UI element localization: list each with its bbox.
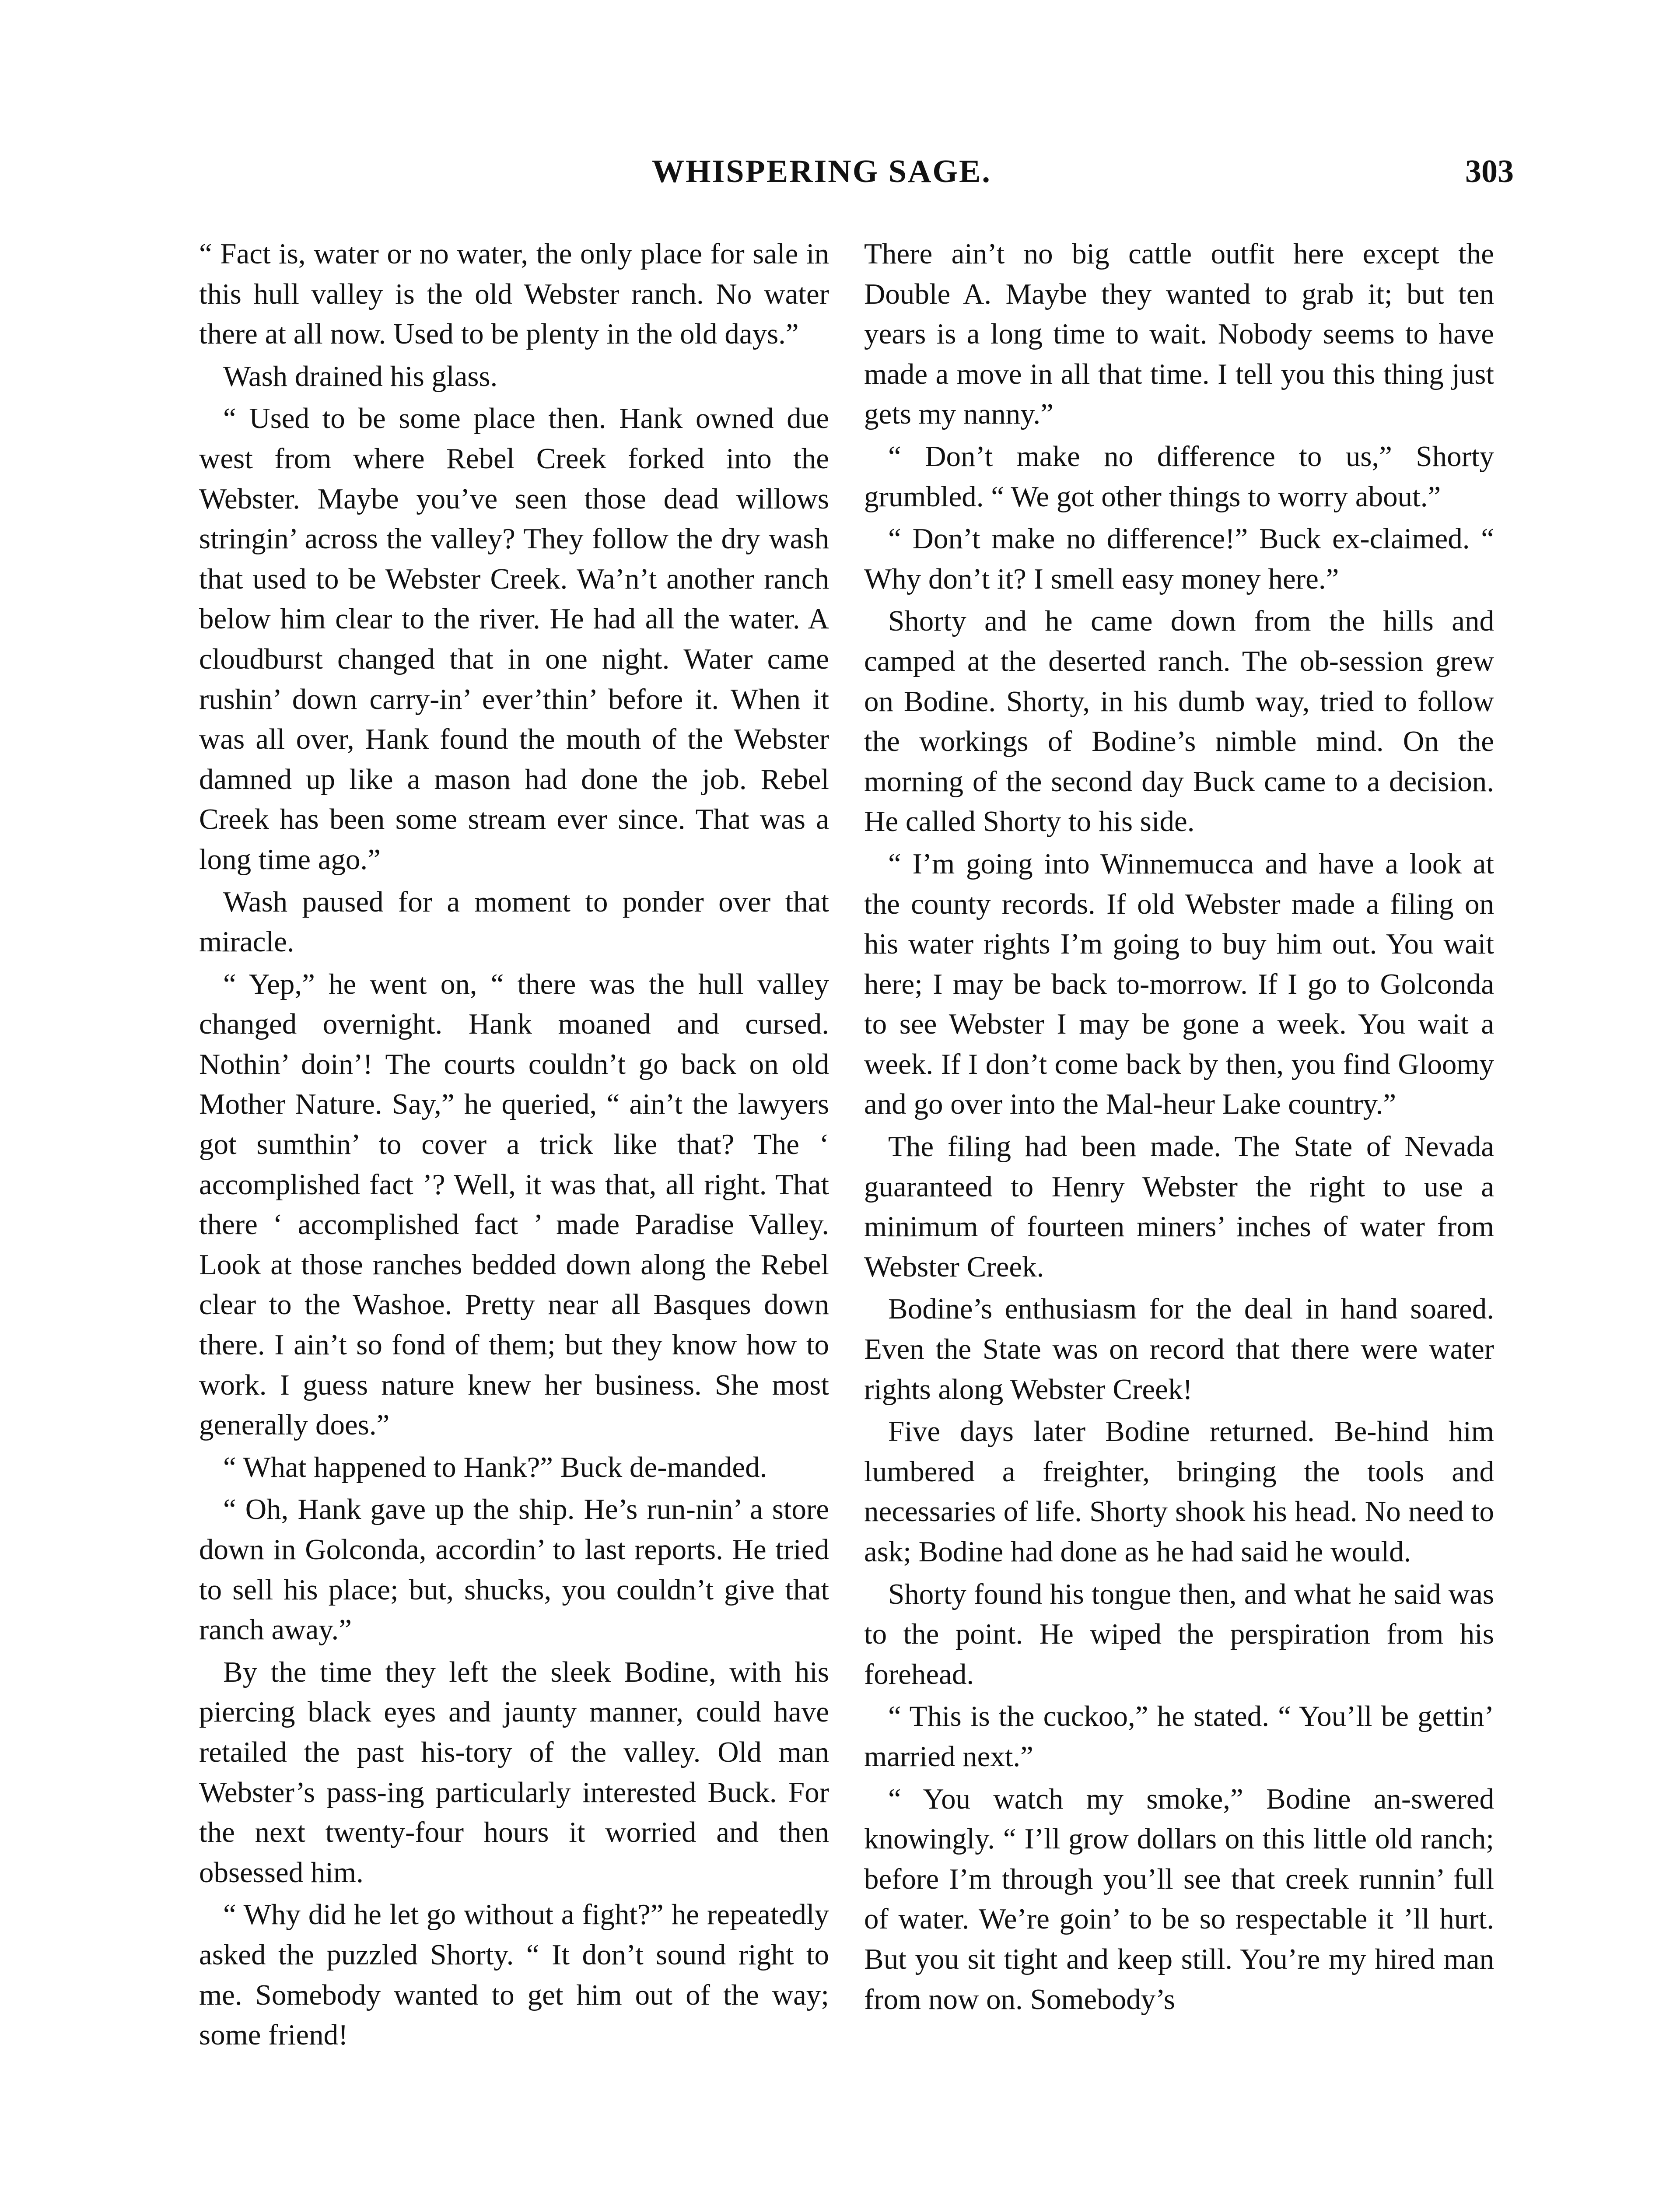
right-column — [864, 234, 1494, 2022]
paragraph: Wash paused for a moment to ponder over that miracle. — [199, 885, 829, 958]
paragraph: “ Used to be some place then. Hank owned due west from where Rebel Creek forked into the Webster. Maybe you’ve seen those dead willows stringin’ across the valley? They follow the dry wash that used to be Webster Creek. Wa’n’t another ranch below him clear to the river. He had all the water. A cloudburst changed that in one night. Water came rushin’ down carry-in’ ever’thin’ before it. When it was all over, Hank found the mouth of the Webster damned up like a mason had done the job. Rebel Creek has been some stream ever since. That was a long time ago.” — [199, 402, 829, 876]
paragraph: Shorty found his tongue then, and what he said was to the point. He wiped the perspiration from his forehead. — [864, 1578, 1494, 1690]
paragraph: “ Don’t make no difference to us,” Shorty grumbled. “ We got other things to worry about.” — [864, 440, 1494, 513]
paragraph: Bodine’s enthusiasm for the deal in hand soared. Even the State was on record that there were water rights along Webster Creek! — [864, 1293, 1494, 1406]
paragraph: “ Oh, Hank gave up the ship. He’s run-nin’ a store down in Golconda, accordin’ to last reports. He tried to sell his place; but, shucks, you couldn’t give that ranch away.” — [199, 1493, 829, 1646]
paragraph: There ain’t no big cattle outfit here except the Double A. Maybe they wanted to grab it; but ten years is a long time to wait. Nobody seems to have made a move in all that time. I tell you this thing just gets my nanny.” — [864, 238, 1494, 431]
paragraph: “ I’m going into Winnemucca and have a look at the county records. If old Webster made a filing on his water rights I’m going to buy him out. You wait here; I may be back to-morrow. If I go to Golconda to see Webster I may be gone a week. You wait a week. If I don’t come back by then, you find Gloomy and go over into the Mal-heur Lake country.” — [864, 847, 1494, 1121]
left-column — [199, 234, 829, 2058]
paragraph: “ This is the cuckoo,” he stated. “ You’ll be gettin’ married next.” — [864, 1700, 1494, 1773]
paragraph: By the time they left the sleek Bodine, with his piercing black eyes and jaunty manner, could have retailed the past his-tory of the valley. Old man Webster’s pass-ing particularly interested Buck. For the next twenty-four hours it worried and then obsessed him. — [199, 1655, 829, 1889]
paragraph: The filing had been made. The State of Nevada guaranteed to Henry Webster the right to use a minimum of fourteen miners’ inches of water from Webster Creek. — [864, 1130, 1494, 1283]
running-title: WHISPERING SAGE. — [652, 154, 991, 189]
paragraph: “ Yep,” he went on, “ there was the hull valley changed overnight. Hank moaned and cursed. Nothin’ doin’! The courts couldn’t go back on old Mother Nature. Say,” he queried, “ ain’t the lawyers got sumthin’ to cover a trick like that? The ‘ accomplished fact ’? Well, it was that, all right. That there ‘ accomplished fact ’ made Paradise Valley. Look at those ranches bedded down along the Rebel clear to the Washoe. Pretty near all Basques down there. I ain’t so fond of them; but they know how to work. I guess nature knew her business. She most generally does.” — [199, 968, 829, 1441]
paragraph: Wash drained his glass. — [223, 360, 498, 393]
page-number: 303 — [1465, 154, 1514, 189]
paragraph: “ Fact is, water or no water, the only place for sale in this hull valley is the old Webster ranch. No water there at all now. Used to be plenty in the old days.” — [199, 238, 829, 351]
paragraph: “ Why did he let go without a fight?” he repeatedly asked the puzzled Shorty. “ It don’t sound right to me. Somebody wanted to get him out of the way; some friend! — [199, 1898, 829, 2051]
paragraph: Shorty and he came down from the hills and camped at the deserted ranch. The ob-session grew on Bodine. Shorty, in his dumb way, tried to follow the workings of Bodine’s nimble mind. On the morning of the second day Buck came to a decision. He called Shorty to his side. — [864, 605, 1494, 838]
paragraph: Five days later Bodine returned. Be-hind him lumbered a freighter, bringing the tools and necessaries of life. Shorty shook his head. No need to ask; Bodine had done as he had said he would. — [864, 1415, 1494, 1568]
paragraph: “ You watch my smoke,” Bodine an-swered knowingly. “ I’ll grow dollars on this little old ranch; before I’m through you’ll see that creek runnin’ full of water. We’re goin’ to be so respectable it ’ll hurt. But you sit tight and keep still. You’re my hired man from now on. Somebody’s — [864, 1782, 1494, 2016]
paragraph: “ Don’t make no difference!” Buck ex-claimed. “ Why don’t it? I smell easy money here.” — [864, 522, 1494, 595]
paragraph: “ What happened to Hank?” Buck de-manded. — [223, 1451, 767, 1483]
